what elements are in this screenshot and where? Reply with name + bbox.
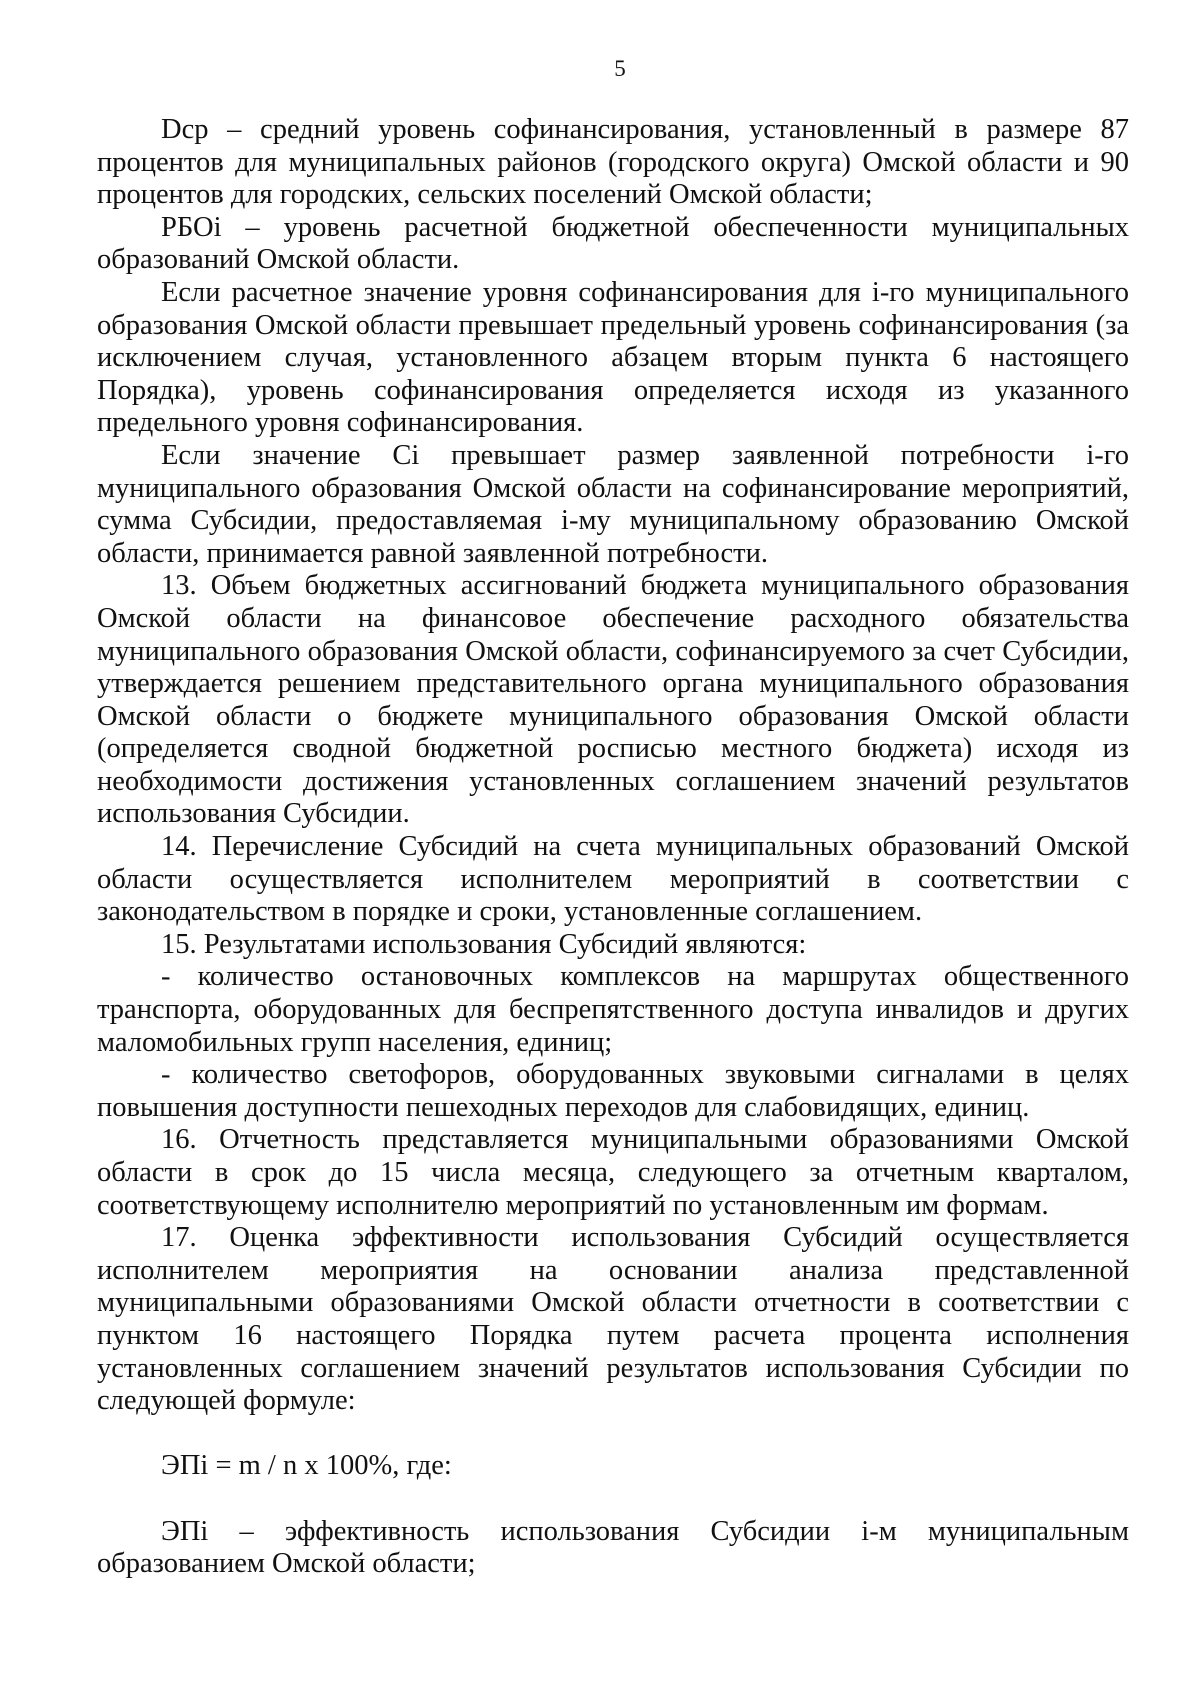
list-item-traffic-lights: - количество светофоров, оборудованных звуковыми сигналами в целях повышения доступности пешеходных переходов для слабовидящих, единиц. bbox=[97, 1059, 1129, 1123]
paragraph-item-13: 13. Объем бюджетных ассигнований бюджета муниципального образования Омской области на финансовое обеспечение расходного обязательства муниципального образования Омской области, софинансируемого за счет Субсидии, утверждается решением представительного органа муниципального образования Омской области о бюджете муниципального образования Омской области (определяется сводной бюджетной росписью местного бюджета) исходя из необходимости достижения установленных соглашением значений результатов использования Субсидии. bbox=[97, 570, 1129, 830]
paragraph-cofinancing-limit: Если расчетное значение уровня софинансирования для i-го муниципального образования Омской области превышает предельный уровень софинансирования (за исключением случая, установленного абзацем вторым пункта 6 настоящего Порядка), уровень софинансирования определяется исходя из указанного предельного уровня софинансирования. bbox=[97, 276, 1129, 439]
list-item-bus-stops: - количество остановочных комплексов на маршрутах общественного транспорта, оборудованных для беспрепятственного доступа инвалидов и других маломобильных групп населения, единиц; bbox=[97, 961, 1129, 1058]
paragraph-dsr-definition: Dср – средний уровень софинансирования, установленный в размере 87 процентов для муниципальных районов (городского округа) Омской области и 90 процентов для городских, сельских поселений Омской области; bbox=[97, 114, 1129, 211]
page-number: 5 bbox=[614, 56, 626, 81]
document-body bbox=[97, 114, 1129, 1581]
paragraph-ci-exceeds-need: Если значение Ci превышает размер заявленной потребности i-го муниципального образования Омской области на софинансирование мероприятий, сумма Субсидии, предоставляемая i-му муниципальному образованию Омской области, принимается равной заявленной потребности. bbox=[97, 439, 1129, 569]
paragraph-item-15: 15. Результатами использования Субсидий являются: bbox=[161, 928, 807, 960]
paragraph-item-17: 17. Оценка эффективности использования Субсидий осуществляется исполнителем мероприятия на основании анализа представленной муниципальными образованиями Омской области отчетности в соответствии с пунктом 16 настоящего Порядка путем расчета процента исполнения установленных соглашением значений результатов использования Субсидии по следующей формуле: bbox=[97, 1222, 1129, 1417]
paragraph-rboi-definition: РБОi – уровень расчетной бюджетной обеспеченности муниципальных образований Омской области. bbox=[97, 211, 1129, 276]
paragraph-item-16: 16. Отчетность представляется муниципальными образованиями Омской области в срок до 15 числа месяца, следующего за отчетным кварталом, соответствующему исполнителю мероприятий по установленным им формам. bbox=[97, 1124, 1129, 1221]
paragraph-epi-definition: ЭПi – эффективность использования Субсидии i-м муниципальным образованием Омской области; bbox=[97, 1515, 1129, 1580]
formula-efficiency: ЭПi = m / n x 100%, где: bbox=[161, 1450, 452, 1482]
paragraph-item-14: 14. Перечисление Субсидий на счета муниципальных образований Омской области осуществляется исполнителем мероприятий в соответствии с законодательством в порядке и сроки, установленные соглашением. bbox=[97, 831, 1129, 928]
